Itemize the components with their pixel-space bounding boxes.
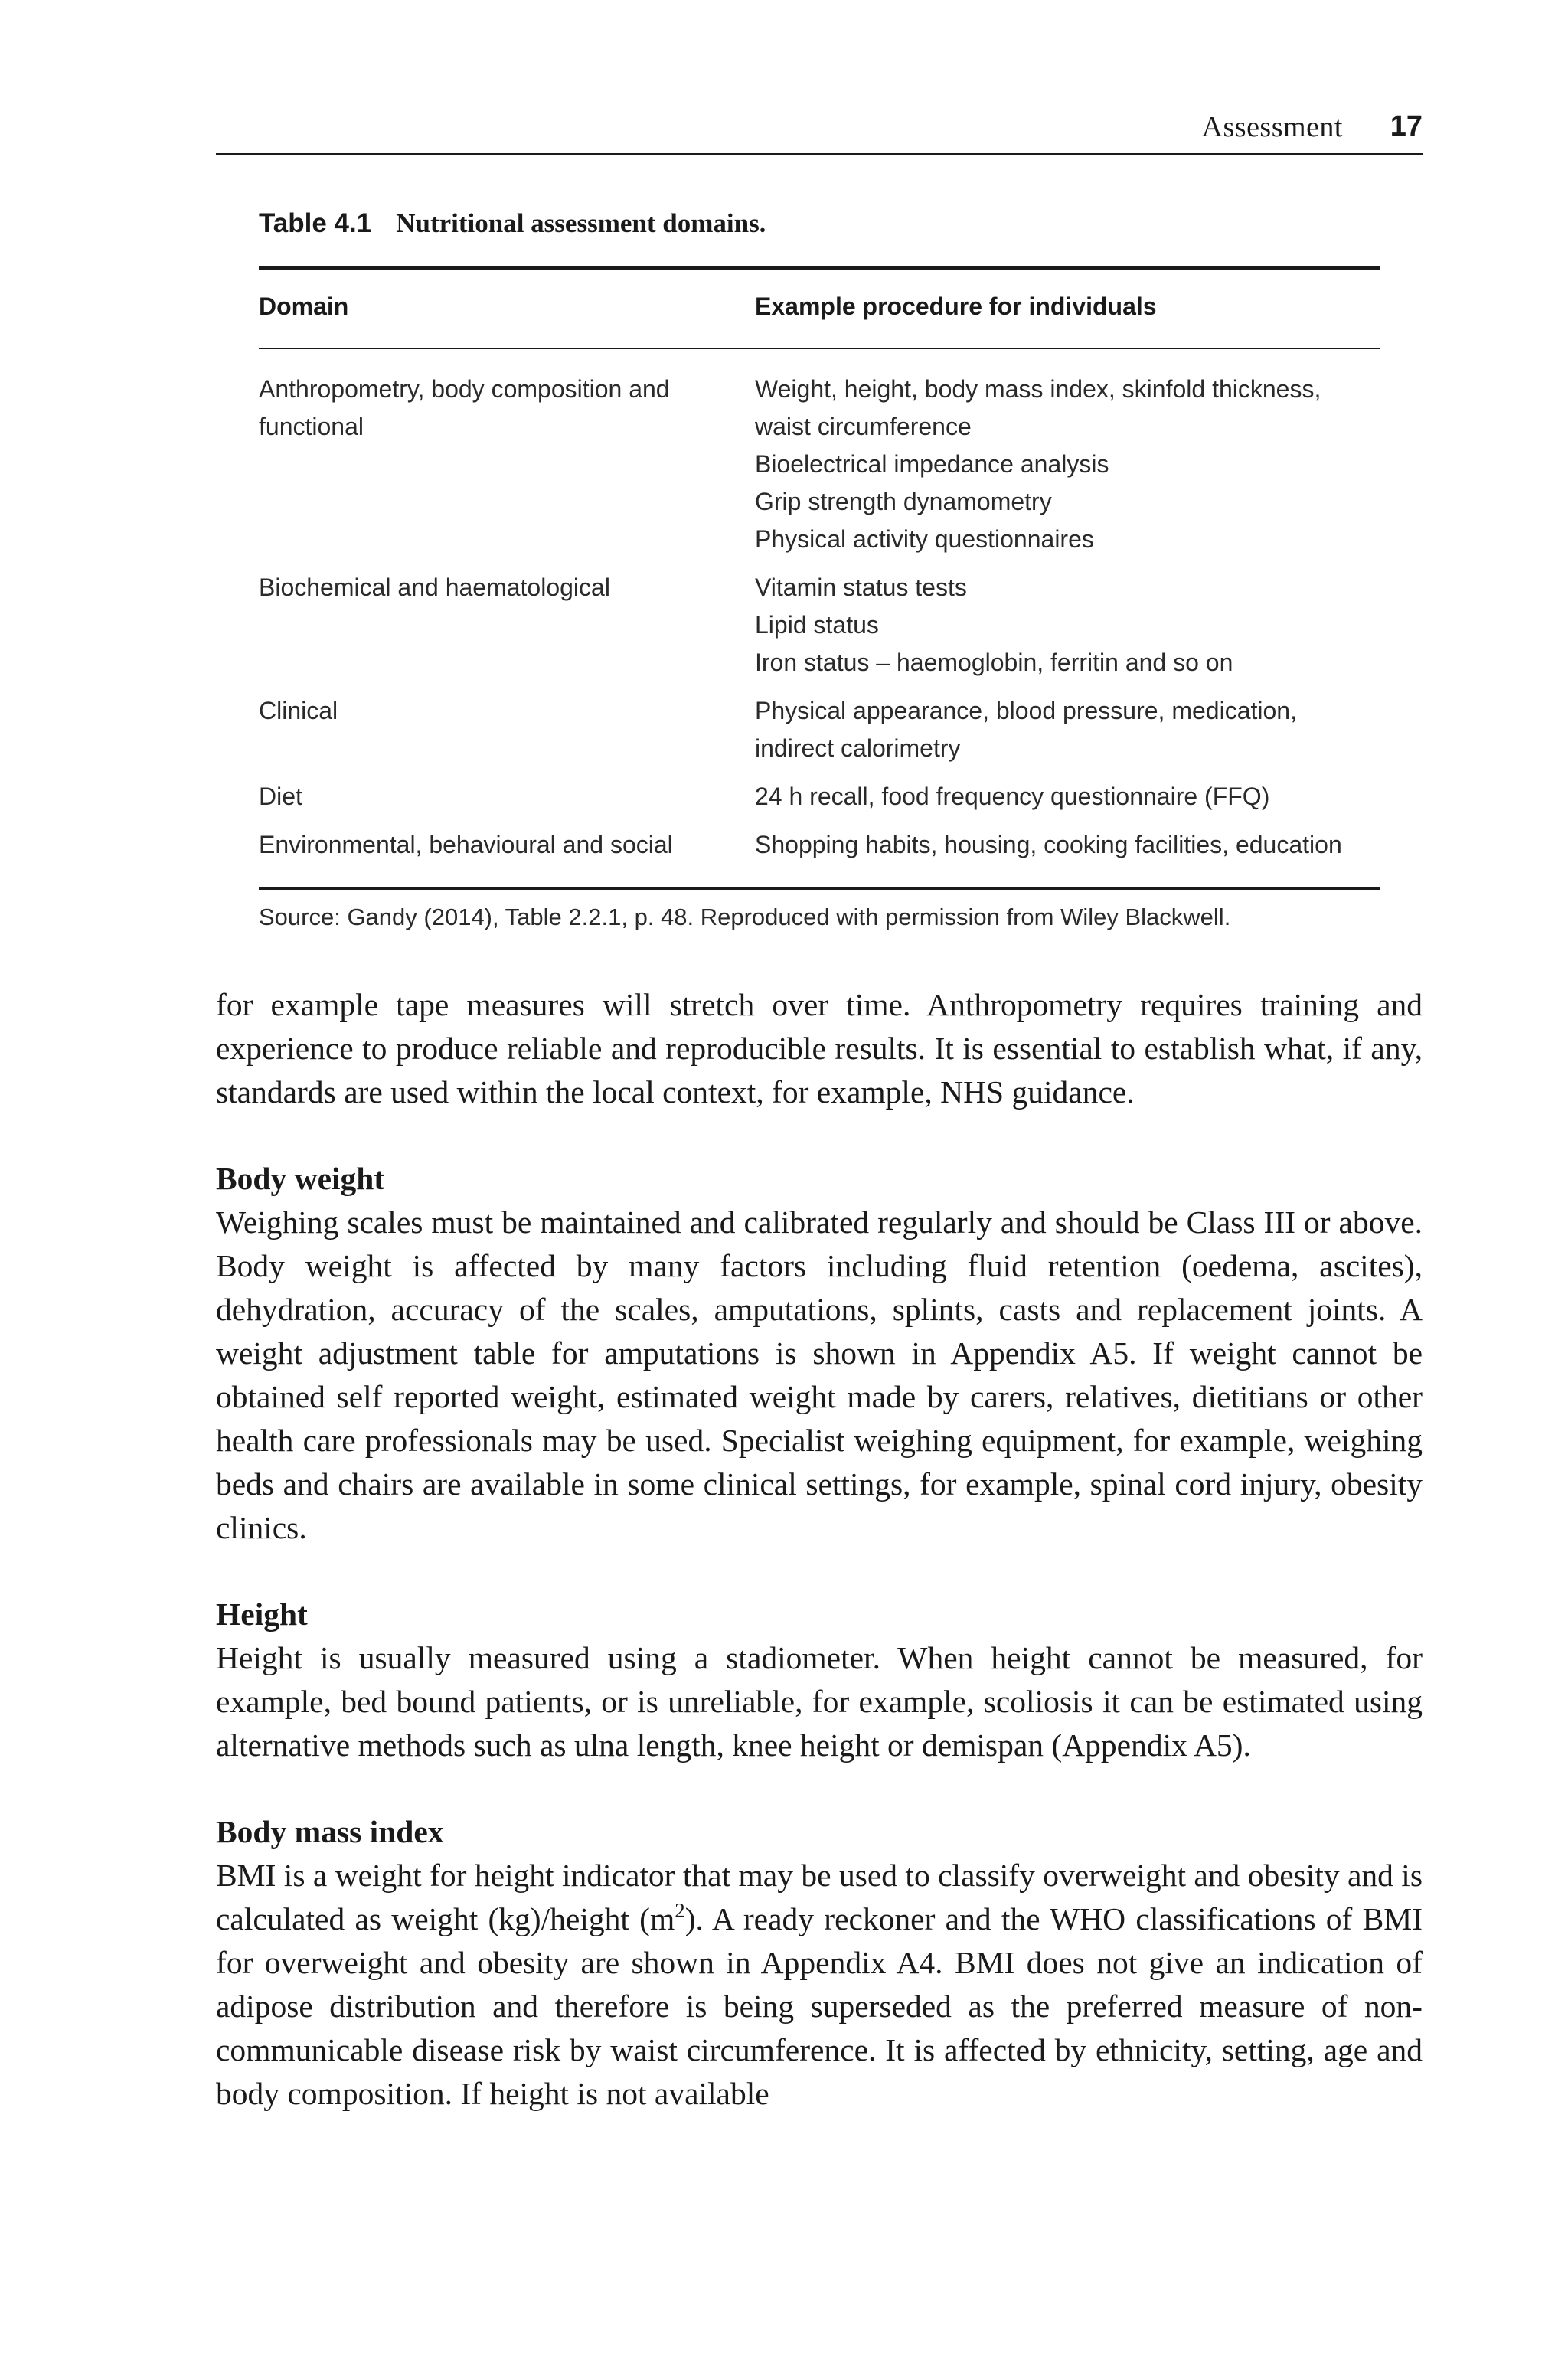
section-paragraph-height: Height is usually measured using a stadiometer. When height cannot be measured, for example, bed bound patients, or is unreliable, for example, scoliosis it can be estimated using alternative methods such as ulna length, knee height or demispan (Appendix A5). xyxy=(216,1640,1423,1763)
section-heading-height: Height xyxy=(216,1597,308,1632)
procedure-line: 24 h recall, food frequency questionnaire (FFQ) xyxy=(755,783,1270,810)
intro-paragraph: for example tape measures will stretch over time. Anthropometry requires training and experience to produce reliable and reproducible results. It is essential to establish what, if any, standards are used within the local context, for example, NHS guidance. xyxy=(216,987,1423,1110)
table-caption xyxy=(259,208,766,239)
procedure-line: Iron status – haemoglobin, ferritin and so on xyxy=(755,649,1233,676)
table-label: Table 4.1 xyxy=(259,208,372,238)
section-heading-body-weight: Body weight xyxy=(216,1161,385,1196)
column-header-procedure: Example procedure for individuals xyxy=(755,293,1157,320)
section-heading-bmi: Body mass index xyxy=(216,1814,444,1849)
section-paragraph-body-weight: Weighing scales must be maintained and calibrated regularly and should be Class III or above. Body weight is affected by many factors including fluid retention (oedema, ascites), dehydration, accuracy of the scales, amputations, splints, casts and replacement joints. A weight adjustment table for amputations is shown in Appendix A5. If weight cannot be obtained self reported weight, estimated weight made by carers, relatives, dietitians or other health care professionals may be used. Specialist weighing equipment, for example, weighing beds and chairs are available in some clinical settings, for example, spinal cord injury, obesity clinics. xyxy=(216,1204,1423,1545)
table-cell-procedures xyxy=(755,569,1380,681)
table-cell-domain: Clinical xyxy=(259,697,338,724)
procedure-line: Lipid status xyxy=(755,611,879,639)
procedure-line: Weight, height, body mass index, skinfold thickness, xyxy=(755,375,1321,403)
page-number: 17 xyxy=(1390,110,1423,142)
table-cell-procedures xyxy=(755,371,1380,558)
table-cell-procedures xyxy=(755,778,1380,815)
table-cell-procedures xyxy=(755,692,1380,767)
table-cell-domain: Biochemical and haematological xyxy=(259,574,610,601)
procedure-line: waist circumference xyxy=(755,413,972,440)
procedure-line: Physical activity questionnaires xyxy=(755,525,1094,553)
table-cell-domain: Anthropometry, body composition and functional xyxy=(259,375,670,440)
table-header-row xyxy=(259,270,1380,348)
running-header-section: Assessment xyxy=(1201,111,1343,143)
superscript-two: 2 xyxy=(675,1898,685,1922)
table-row xyxy=(259,826,1380,864)
table-row xyxy=(259,569,1380,681)
procedure-line: Grip strength dynamometry xyxy=(755,488,1052,515)
table-cell-procedures xyxy=(755,826,1380,864)
column-header-domain: Domain xyxy=(259,293,349,320)
table-source-note: Source: Gandy (2014), Table 2.2.1, p. 48. Reproduced with permission from Wiley Blackwell. xyxy=(259,904,1231,930)
procedure-line: Physical appearance, blood pressure, medication, xyxy=(755,697,1297,724)
bmi-text-part1: BMI is a weight for height indicator that may be used to classify overweight and obesity and is calculated as weight (kg)/height (m xyxy=(216,1858,1423,1936)
running-header xyxy=(216,107,1423,155)
table-bottom-rule xyxy=(259,887,1380,890)
section-paragraph-bmi xyxy=(216,1854,1423,2116)
table-row xyxy=(259,371,1380,558)
procedure-line: Bioelectrical impedance analysis xyxy=(755,450,1109,478)
table-title: Nutritional assessment domains. xyxy=(396,208,766,238)
table-row xyxy=(259,692,1380,767)
bmi-text-part2: ). A ready reckoner and the WHO classifications of BMI for overweight and obesity are shown in Appendix A4. BMI does not give an indication of adipose distribution and therefore is being superseded as the preferred measure of non-communicable disease risk by waist circumference. It is affected by ethnicity, setting, age and body composition. If height is not available xyxy=(216,1901,1423,2111)
body-text xyxy=(216,983,1423,2116)
procedure-line: indirect calorimetry xyxy=(755,734,961,762)
table-cell-domain: Diet xyxy=(259,783,302,810)
nutrition-domains-table xyxy=(259,266,1380,931)
procedure-line: Vitamin status tests xyxy=(755,574,967,601)
table-body xyxy=(259,349,1380,887)
table-row xyxy=(259,778,1380,815)
procedure-line: Shopping habits, housing, cooking facilities, education xyxy=(755,831,1342,858)
table-cell-domain: Environmental, behavioural and social xyxy=(259,831,673,858)
